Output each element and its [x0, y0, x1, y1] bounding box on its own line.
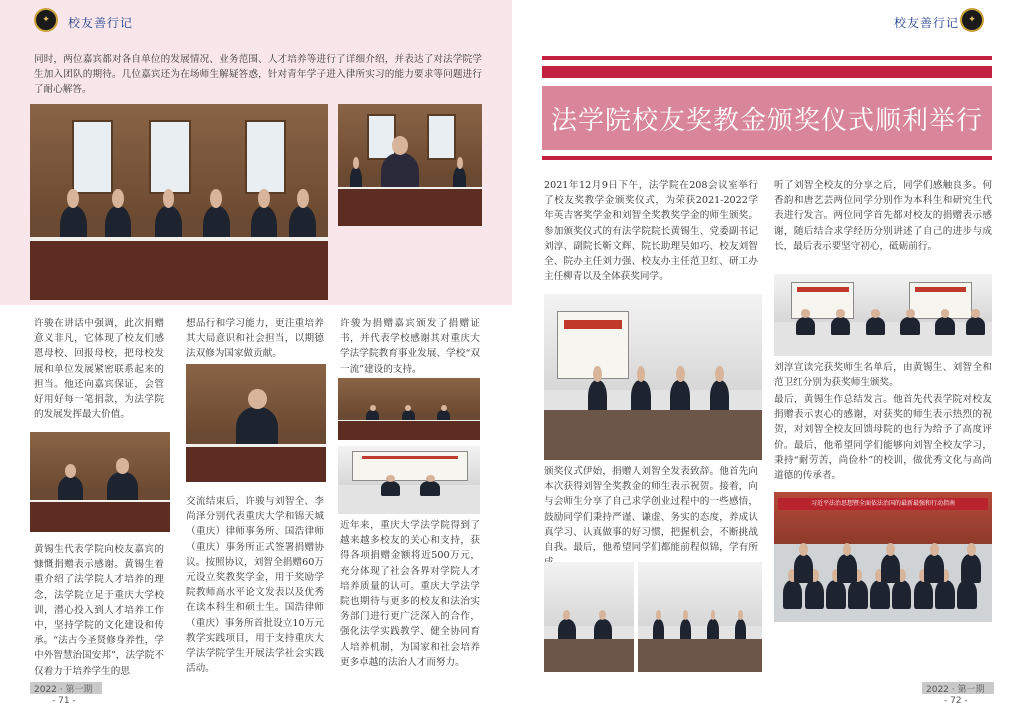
- top-band: [542, 66, 992, 78]
- ceremony-photo: [544, 294, 762, 460]
- article-title: 法学院校友奖教金颁奖仪式顺利举行: [550, 106, 983, 136]
- group-photo: [774, 492, 992, 622]
- col3-top-paragraph: 许骏为捐赠嘉宾颁发了捐赠证书，并代表学校感谢其对重庆大学法学院教育事业发展、学校“双一流”建设的支持。: [340, 318, 480, 375]
- col3-bottom-paragraph: 近年来，重庆大学法学院得到了越来越多校友的关心和支持，获得各项捐赠金额将近500万元，充分体现了社会各界对学院人才培养质量的认可。重庆大学法学院也期待与更多的校友和法治实务部门进行更广泛深入的合作，强化法学实践教学、健全协同育人培养机制，为国家和社会培养更多卓越的法治人才而努力。: [340, 520, 480, 668]
- header-title-right: 校友善行记: [894, 16, 960, 30]
- awardees-photo: [774, 274, 992, 356]
- col2-top-paragraph: 想品行和学习能力，更注重培养其大局意识和社会担当，以期德法双修为国家做贡献。: [186, 318, 324, 360]
- footer-page-left: - 71 -: [52, 696, 76, 706]
- footer-issue-right: 2022 · 第一期: [926, 685, 985, 695]
- footer-issue-left: 2022 · 第一期: [34, 685, 93, 695]
- article-banner: [542, 86, 992, 150]
- right-col1-top-paragraph: 2021年12月9日下午，法学院在208会议室举行了校友奖教学金颁奖仪式，为荣获2021-2022学年英吉客奖学金和刘智全奖教奖学金的师生颁奖。参加颁奖仪式的有法学院院长黄锡生、党委副书记刘淳、副院长靳文辉、院长助理吴如巧、校友刘智全、院办主任刘力强、校友办主任范卫红、研工办主任柳青以及全体获奖同学。: [544, 180, 758, 283]
- certificate-photo: [338, 378, 480, 440]
- right-col1-bottom-paragraph: 颁奖仪式伊始，捐赠人刘智全发表致辞。他首先向本次获得刘智全奖教金的师生表示祝贺。接着，向与会师生分享了自己求学创业过程中的一些感悟，鼓励同学们秉持严谨、谦虚、务实的态度，养成认真学习、认真做事的好习惯，把握机会，不断挑战自我。最后，他希望同学们都能前程似锦，学有所: [544, 466, 758, 554]
- meeting-photo-large: [30, 104, 328, 300]
- award-photo: [338, 446, 480, 514]
- speaker-photo: [338, 104, 482, 226]
- top-rule: [542, 56, 992, 60]
- col1-top-paragraph: 许骏在讲话中强调，此次捐赠意义非凡，它体现了校友们感恩母校、回报母校，把母校发展和单位发展紧密联系起来的担当。他还向嘉宾保证，会管好用好每一笔捐款，为法学院的发展发挥最大价值。: [34, 318, 164, 421]
- col2-bottom-paragraph: 交流结束后，许骏与刘智全、李尚泽分别代表重庆大学和锦天城（重庆）律师事务所、国浩律师（重庆）事务所正式签署捐赠协议。按照协议，刘智全捐赠60万元设立奖教奖学金，用于奖励学院教师高水平论文发表以及优秀在读本科生和硕士生。国浩律师（重庆）事务所首批设立10万元教学实践项目，用于支持重庆大学法学院学生开展法学社会实践活动。: [186, 496, 324, 675]
- right-col2-mid-paragraph: 刘淳宣读完获奖师生名单后，由黄锡生、刘智全和范卫红分别为获奖师生颁奖。: [774, 362, 992, 389]
- signing-photo: [186, 364, 326, 482]
- audience-photo-left: [544, 562, 634, 672]
- intro-paragraph: 同时，两位嘉宾都对各自单位的发展情况、业务范围、人才培养等进行了详细介绍，并表达了对法学院学生加入团队的期待。几位嘉宾还为在场师生解疑答惑，针对青年学子进入律所实习的能力要求等问题进行了耐心解答。: [34, 54, 482, 96]
- university-logo-right: ✦: [960, 8, 984, 32]
- right-col2-bottom-paragraph: 最后，黄锡生作总结发言。他首先代表学院对校友捐赠表示衷心的感谢，对获奖的师生表示热烈的祝贺，对刘智全校友回馈母院的也行为给予了高度评价。最后，他希望同学们能够向刘智全校友学习，秉持“耐劳苦，尚俭朴”的校训，做优秀文化与高尚道德的传承者。: [774, 394, 992, 482]
- col1-bottom-paragraph: 黄锡生代表学院向校友嘉宾的慷慨捐赠表示感谢。黄锡生着重介绍了法学院人才培养的理念，法学院立足于重庆大学校训，潜心投入到人才培养工作中，坚持学院的文化建设和传承。“法古今圣贤修身养性，学中外智慧治国安邦”，法学院不仅着力于培养学生的思: [34, 544, 164, 677]
- dean-photo: [30, 432, 170, 532]
- bottom-rule: [542, 156, 992, 160]
- header-title-left: 校友善行记: [68, 16, 134, 30]
- university-logo: ✦: [34, 8, 58, 32]
- audience-photo-right: [638, 562, 762, 672]
- right-col2-top-paragraph: 听了刘智全校友的分享之后，同学们感触良多。何香韵和唐艺芸两位同学分别作为本科生和研究生代表进行发言。两位同学首先都对校友的捐赠表示感谢，随后结合求学经历分别讲述了自己的进步与成长，最后表示要坚守初心，砥砺前行。: [774, 180, 992, 252]
- group-photo-banner: 习近平法治思想暨全面依法治国的最新最强和行动指南: [778, 498, 988, 510]
- footer-page-right: - 72 -: [944, 696, 968, 706]
